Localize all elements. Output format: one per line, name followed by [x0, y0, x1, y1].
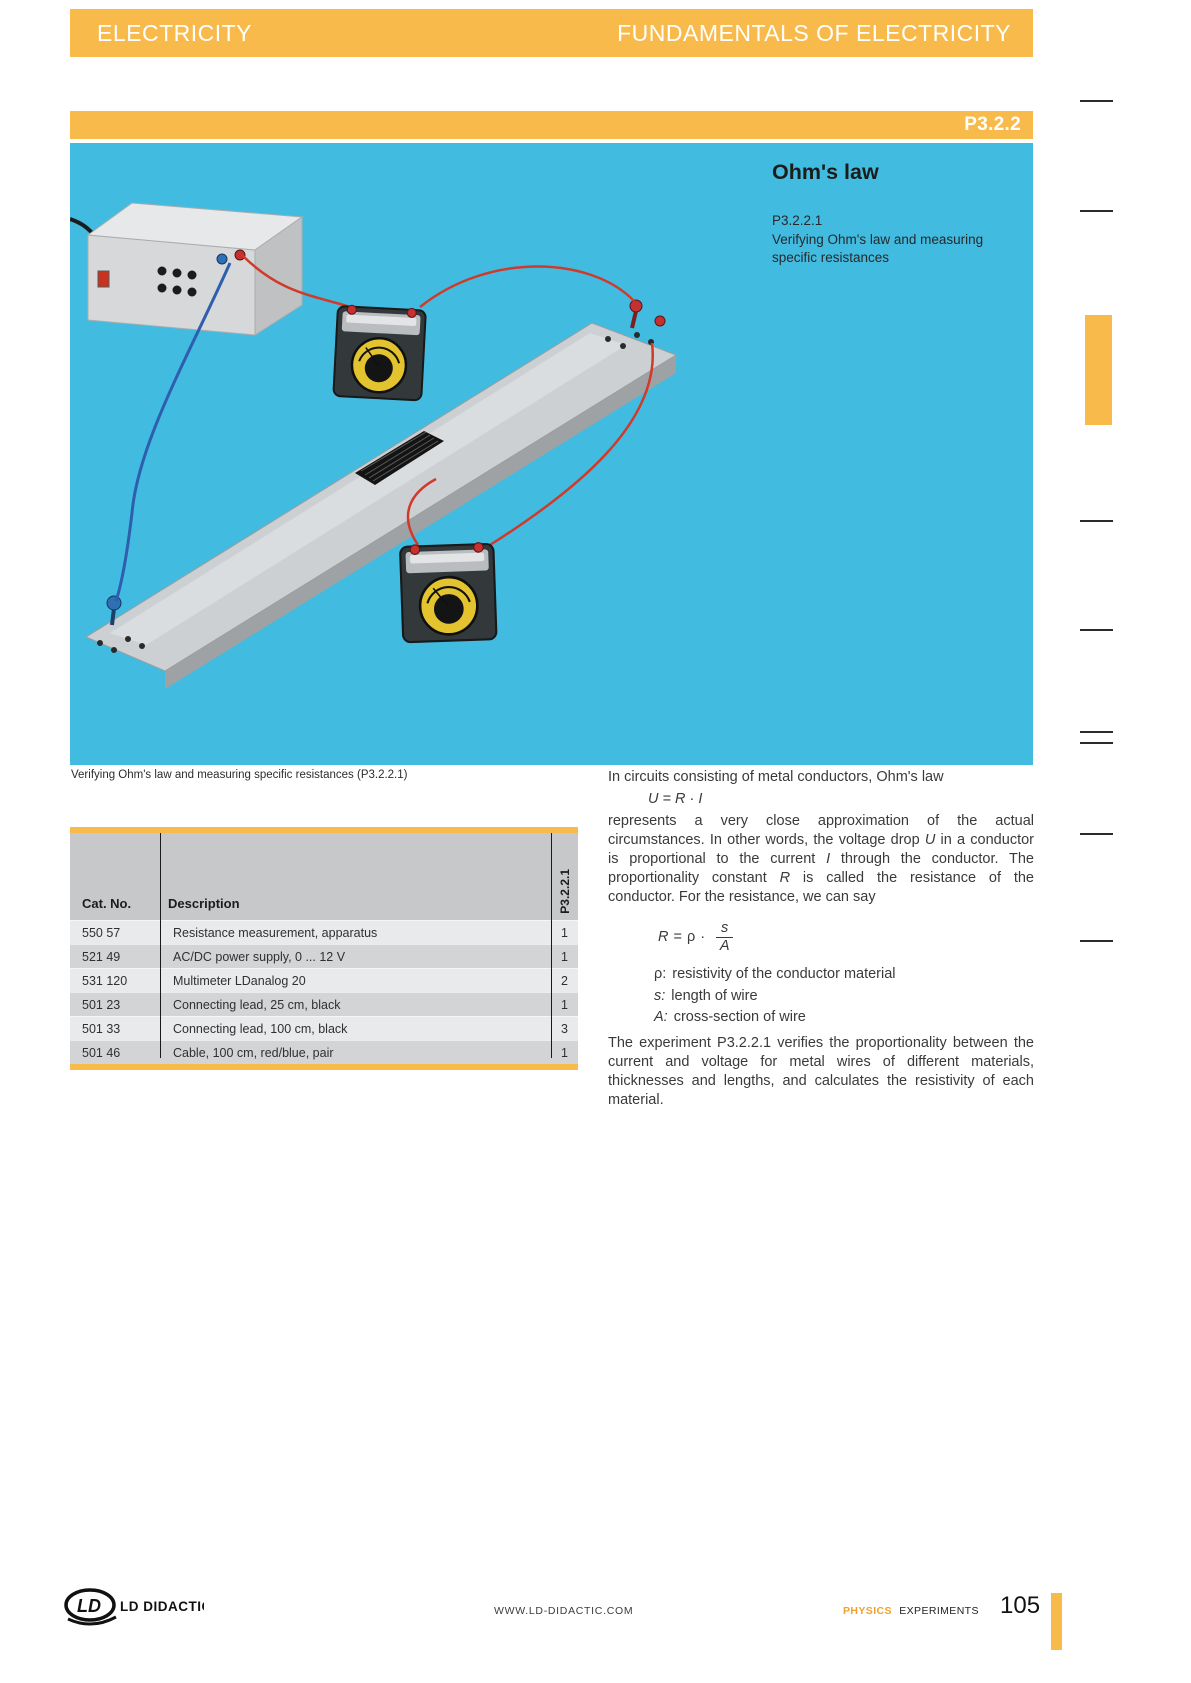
- multimeter-icon: [400, 542, 497, 642]
- page-number: 105: [1000, 1592, 1041, 1619]
- thumb-index-tick: [1080, 731, 1113, 733]
- paragraph-explanation: represents a very close approximation of the actual circumstances. In other words, the voltage drop U in a conductor is proportional to the current I through the conductor. The proportionality constant R is called the resistance of the conductor. For the resistance, we can say: [608, 813, 1034, 905]
- col-header-experiment-qty: P3.2.2.1: [557, 869, 572, 914]
- definition-item: A: cross-section of wire: [654, 1009, 806, 1025]
- header-right-title: FUNDAMENTALS OF ELECTRICITY: [617, 19, 1011, 46]
- topic-title: Ohm's law: [772, 160, 879, 184]
- symbol-definitions: [608, 964, 1034, 1029]
- table-bottom-border: [70, 1064, 578, 1070]
- paragraph-intro: In circuits consisting of metal conductors, Ohm's law: [608, 769, 944, 785]
- experiment-desc-line2: specific resistances: [772, 250, 890, 265]
- col-header-cat-no: Cat. No.: [82, 896, 132, 911]
- thumb-index-tick: [1080, 833, 1113, 835]
- paragraph-experiment: The experiment P3.2.2.1 verifies the proportionality between the current and voltage for metal wires of different materials, thicknesses and lengths, and calculates the resistivity of each material.: [608, 1034, 1034, 1108]
- table-row: 521 49 AC/DC power supply, 0 ... 12 V 1: [70, 944, 578, 968]
- table-row: 501 23 Connecting lead, 25 cm, black 1: [70, 992, 578, 1016]
- footer-brand-experiments: EXPERIMENTS: [899, 1605, 979, 1617]
- logo-company-text: LD DIDACTIC: [120, 1599, 204, 1614]
- definition-item: ρ: resistivity of the conductor material: [654, 966, 896, 982]
- red-lead-icon: [420, 267, 634, 308]
- experiment-code: P3.2.2.1: [772, 213, 823, 228]
- thumb-index-tick: [1080, 629, 1113, 631]
- footer-url: WWW.LD-DIDACTIC.COM: [494, 1605, 634, 1617]
- experiment-desc-line1: Verifying Ohm's law and measuring: [772, 231, 984, 247]
- table-row: 501 46 Cable, 100 cm, red/blue, pair 1: [70, 1040, 578, 1064]
- col-header-description: Description: [168, 896, 240, 911]
- equation-resistivity: R = ρ · $\frac{s}{A}$: [608, 920, 1034, 955]
- logo-mark-text: LD: [77, 1596, 101, 1616]
- parts-table: [70, 827, 578, 1070]
- table-column-divider: [160, 833, 161, 1058]
- thumb-index-tick: [1080, 100, 1113, 102]
- table-row: 531 120 Multimeter LDanalog 20 2: [70, 968, 578, 992]
- body-text-column: [608, 768, 1034, 1110]
- table-row: 550 57 Resistance measurement, apparatus 1: [70, 920, 578, 944]
- equation-ohms-law: U = R · I: [648, 791, 703, 807]
- table-header-row: [70, 833, 578, 920]
- thumb-index-tick: [1080, 210, 1113, 212]
- multimeter-icon: [333, 305, 426, 401]
- thumb-index-active-marker: [1085, 315, 1112, 425]
- table-row: 501 33 Connecting lead, 100 cm, black 3: [70, 1016, 578, 1040]
- page-header-bar: [70, 9, 1033, 57]
- definition-item: s: length of wire: [654, 987, 758, 1004]
- thumb-index-tick: [1080, 940, 1113, 942]
- table-column-divider: [551, 833, 552, 1058]
- section-code: P3.2.2: [964, 114, 1021, 135]
- experiment-photo-panel: [70, 143, 1033, 765]
- experiment-summary: [772, 212, 983, 268]
- footer-brand: [843, 1605, 979, 1617]
- ld-didactic-logo: [64, 1586, 204, 1639]
- photo-caption: Verifying Ohm's law and measuring specific resistances (P3.2.2.1): [71, 769, 408, 781]
- footer-brand-physics: PHYSICS: [843, 1605, 892, 1617]
- footer-accent-bar: [1051, 1593, 1062, 1650]
- thumb-index-tick: [1080, 520, 1113, 522]
- header-left-title: ELECTRICITY: [97, 19, 253, 46]
- thumb-index-tick: [1080, 742, 1113, 744]
- power-supply-icon: [70, 203, 302, 335]
- section-code-bar: [70, 111, 1033, 139]
